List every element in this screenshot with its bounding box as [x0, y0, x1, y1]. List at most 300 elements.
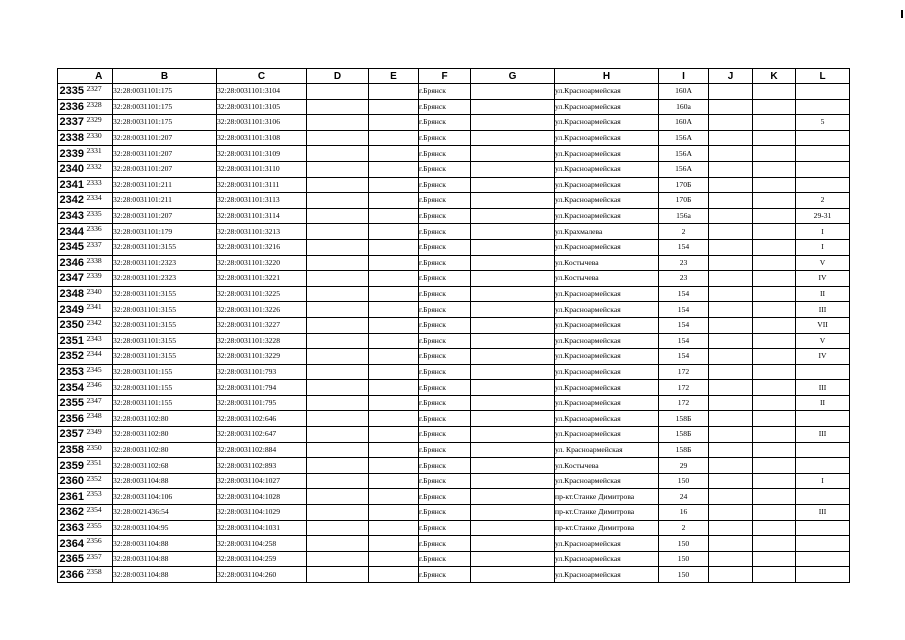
- cell-k: [753, 395, 796, 411]
- cell-c: 32:28:0031101:3221: [217, 271, 307, 287]
- cell-h: ул.Красноармейская: [555, 395, 659, 411]
- cell-l: [796, 99, 850, 115]
- cell-e: [369, 302, 419, 318]
- cell-l: [796, 177, 850, 193]
- table-row: [58, 333, 850, 349]
- row-number: 2343: [59, 210, 84, 223]
- cell-l: [796, 442, 850, 458]
- cell-g: [471, 177, 555, 193]
- cell-a: 2358: [86, 567, 113, 583]
- cell-j: [709, 427, 753, 443]
- cell-c: 32:28:0031101:3216: [217, 239, 307, 255]
- row-number: 2352: [59, 350, 84, 363]
- table-row: [58, 302, 850, 318]
- cell-g: [471, 255, 555, 271]
- table-row: [58, 364, 850, 380]
- cell-i: 150: [659, 473, 709, 489]
- cell-l: [796, 551, 850, 567]
- cell-f: г.Брянск: [419, 302, 471, 318]
- table-row: [58, 239, 850, 255]
- cell-l: [796, 130, 850, 146]
- cell-g: [471, 130, 555, 146]
- cell-i: 16: [659, 505, 709, 521]
- cell-i: 156а: [659, 208, 709, 224]
- cell-j: [709, 551, 753, 567]
- cell-j: [709, 536, 753, 552]
- cell-b: 32:28:0031101:3155: [113, 317, 217, 333]
- cell-b: 32:28:0031101:179: [113, 224, 217, 240]
- cell-e: [369, 130, 419, 146]
- cell-l: III: [796, 380, 850, 396]
- cell-j: [709, 333, 753, 349]
- cell-k: [753, 473, 796, 489]
- cell-i: 172: [659, 395, 709, 411]
- cell-a: 2328: [86, 99, 113, 115]
- cell-l: III: [796, 427, 850, 443]
- cell-f: г.Брянск: [419, 473, 471, 489]
- cell-a: 2342: [86, 317, 113, 333]
- table-row: [58, 271, 850, 287]
- cell-k: [753, 349, 796, 365]
- cell-b: 32:28:0031102:80: [113, 411, 217, 427]
- cell-j: [709, 115, 753, 131]
- cell-d: [307, 302, 369, 318]
- column-header-c: C: [217, 69, 307, 84]
- cell-d: [307, 193, 369, 209]
- cell-j: [709, 442, 753, 458]
- cell-f: г.Брянск: [419, 271, 471, 287]
- cell-f: г.Брянск: [419, 177, 471, 193]
- corner-header: [58, 69, 86, 84]
- cell-c: 32:28:0031104:258: [217, 536, 307, 552]
- cell-f: г.Брянск: [419, 411, 471, 427]
- cell-l: V: [796, 255, 850, 271]
- cell-f: г.Брянск: [419, 161, 471, 177]
- cell-c: 32:28:0031101:3110: [217, 161, 307, 177]
- cell-i: 170Б: [659, 177, 709, 193]
- cell-e: [369, 551, 419, 567]
- cell-k: [753, 130, 796, 146]
- cell-c: 32:28:0031102:893: [217, 458, 307, 474]
- cell-e: [369, 84, 419, 100]
- cell-a: 2340: [86, 286, 113, 302]
- cell-d: [307, 380, 369, 396]
- row-number: 2354: [59, 381, 84, 394]
- cell-f: г.Брянск: [419, 364, 471, 380]
- cell-d: [307, 130, 369, 146]
- row-number: 2361: [59, 490, 84, 503]
- cell-c: 32:28:0031104:260: [217, 567, 307, 583]
- cell-h: ул.Красноармейская: [555, 333, 659, 349]
- cell-c: 32:28:0031101:3226: [217, 302, 307, 318]
- cell-f: г.Брянск: [419, 224, 471, 240]
- row-number: 2356: [59, 412, 84, 425]
- cell-c: 32:28:0031102:646: [217, 411, 307, 427]
- cell-j: [709, 380, 753, 396]
- cell-d: [307, 489, 369, 505]
- cell-d: [307, 395, 369, 411]
- table-row: [58, 255, 850, 271]
- cell-g: [471, 146, 555, 162]
- cell-k: [753, 505, 796, 521]
- cell-i: 154: [659, 349, 709, 365]
- cell-e: [369, 411, 419, 427]
- cell-e: [369, 364, 419, 380]
- row-number: 2339: [59, 147, 84, 160]
- table-row: [58, 380, 850, 396]
- cell-k: [753, 177, 796, 193]
- cell-g: [471, 115, 555, 131]
- cell-f: г.Брянск: [419, 99, 471, 115]
- cell-c: 32:28:0031101:3106: [217, 115, 307, 131]
- cell-j: [709, 161, 753, 177]
- cell-h: ул.Красноармейская: [555, 473, 659, 489]
- cell-k: [753, 442, 796, 458]
- cell-a: 2354: [86, 505, 113, 521]
- row-number: 2359: [59, 459, 84, 472]
- cell-j: [709, 286, 753, 302]
- cell-e: [369, 239, 419, 255]
- cell-f: г.Брянск: [419, 146, 471, 162]
- cell-a: 2329: [86, 115, 113, 131]
- cell-h: ул.Красноармейская: [555, 193, 659, 209]
- cell-h: ул.Красноармейская: [555, 177, 659, 193]
- cell-e: [369, 489, 419, 505]
- cell-l: III: [796, 302, 850, 318]
- column-header-d: D: [307, 69, 369, 84]
- cell-f: г.Брянск: [419, 520, 471, 536]
- table-row: [58, 224, 850, 240]
- column-header-f: F: [419, 69, 471, 84]
- cell-i: 23: [659, 255, 709, 271]
- cell-e: [369, 427, 419, 443]
- row-number: 2351: [59, 334, 84, 347]
- cell-c: 32:28:0031104:259: [217, 551, 307, 567]
- table-row: [58, 115, 850, 131]
- cell-d: [307, 427, 369, 443]
- cell-a: 2341: [86, 302, 113, 318]
- cell-b: 32:28:0031104:88: [113, 551, 217, 567]
- cell-h: ул.Красноармейская: [555, 536, 659, 552]
- cell-f: г.Брянск: [419, 286, 471, 302]
- cell-b: 32:28:0031104:88: [113, 567, 217, 583]
- spreadsheet-table: [57, 68, 850, 583]
- cell-e: [369, 146, 419, 162]
- cell-f: г.Брянск: [419, 115, 471, 131]
- cell-d: [307, 458, 369, 474]
- cell-i: 154: [659, 317, 709, 333]
- cell-k: [753, 317, 796, 333]
- row-number: 2357: [59, 428, 84, 441]
- cell-j: [709, 208, 753, 224]
- cell-k: [753, 208, 796, 224]
- cell-c: 32:28:0031101:3104: [217, 84, 307, 100]
- cell-b: 32:28:0031101:207: [113, 161, 217, 177]
- page-edge-mark: [901, 10, 903, 18]
- table-row: [58, 349, 850, 365]
- row-number: 2345: [59, 241, 84, 254]
- cell-c: 32:28:0031104:1031: [217, 520, 307, 536]
- cell-b: 32:28:0031101:155: [113, 364, 217, 380]
- cell-c: 32:28:0031101:795: [217, 395, 307, 411]
- cell-f: г.Брянск: [419, 427, 471, 443]
- cell-a: 2345: [86, 364, 113, 380]
- row-number: 2353: [59, 365, 84, 378]
- cell-a: 2343: [86, 333, 113, 349]
- cell-j: [709, 224, 753, 240]
- cell-g: [471, 349, 555, 365]
- column-header-row: [58, 69, 850, 84]
- cell-l: [796, 146, 850, 162]
- cell-h: ул.Красноармейская: [555, 208, 659, 224]
- cell-f: г.Брянск: [419, 489, 471, 505]
- row-number: 2350: [59, 319, 84, 332]
- cell-d: [307, 520, 369, 536]
- cell-h: ул.Красноармейская: [555, 84, 659, 100]
- cell-c: 32:28:0031101:3227: [217, 317, 307, 333]
- cell-j: [709, 489, 753, 505]
- cell-f: г.Брянск: [419, 395, 471, 411]
- cell-g: [471, 317, 555, 333]
- cell-h: ул.Красноармейская: [555, 146, 659, 162]
- cell-e: [369, 115, 419, 131]
- table-row: [58, 520, 850, 536]
- cell-l: I: [796, 224, 850, 240]
- cell-h: ул.Костычева: [555, 271, 659, 287]
- cell-j: [709, 130, 753, 146]
- cell-g: [471, 239, 555, 255]
- cell-j: [709, 520, 753, 536]
- cell-f: г.Брянск: [419, 193, 471, 209]
- cell-g: [471, 489, 555, 505]
- table-row: [58, 84, 850, 100]
- cell-i: 172: [659, 364, 709, 380]
- cell-h: ул.Красноармейская: [555, 115, 659, 131]
- cell-a: 2337: [86, 239, 113, 255]
- cell-a: 2331: [86, 146, 113, 162]
- cell-j: [709, 364, 753, 380]
- cell-f: г.Брянск: [419, 551, 471, 567]
- table-row: [58, 536, 850, 552]
- cell-h: ул.Красноармейская: [555, 99, 659, 115]
- cell-j: [709, 317, 753, 333]
- cell-f: г.Брянск: [419, 317, 471, 333]
- cell-b: 32:28:0031104:95: [113, 520, 217, 536]
- table-row: [58, 505, 850, 521]
- cell-d: [307, 177, 369, 193]
- cell-e: [369, 317, 419, 333]
- cell-h: ул.Красноармейская: [555, 551, 659, 567]
- row-number: 2336: [59, 100, 84, 113]
- cell-f: г.Брянск: [419, 208, 471, 224]
- cell-h: ул.Красноармейская: [555, 161, 659, 177]
- cell-i: 158Б: [659, 411, 709, 427]
- cell-j: [709, 567, 753, 583]
- cell-k: [753, 286, 796, 302]
- cell-j: [709, 193, 753, 209]
- cell-e: [369, 177, 419, 193]
- cell-f: г.Брянск: [419, 567, 471, 583]
- cell-c: 32:28:0031101:3228: [217, 333, 307, 349]
- row-number: 2346: [59, 256, 84, 269]
- cell-a: 2349: [86, 427, 113, 443]
- row-number: 2349: [59, 303, 84, 316]
- table-row: [58, 427, 850, 443]
- cell-l: I: [796, 473, 850, 489]
- row-number: 2360: [59, 475, 84, 488]
- cell-b: 32:28:0031102:68: [113, 458, 217, 474]
- cell-g: [471, 333, 555, 349]
- cell-j: [709, 239, 753, 255]
- cell-e: [369, 536, 419, 552]
- cell-g: [471, 567, 555, 583]
- cell-h: ул.Красноармейская: [555, 130, 659, 146]
- cell-j: [709, 458, 753, 474]
- cell-l: [796, 489, 850, 505]
- cell-c: 32:28:0031101:794: [217, 380, 307, 396]
- cell-f: г.Брянск: [419, 349, 471, 365]
- cell-g: [471, 161, 555, 177]
- row-number: 2342: [59, 194, 84, 207]
- cell-a: 2332: [86, 161, 113, 177]
- cell-l: [796, 567, 850, 583]
- cell-e: [369, 161, 419, 177]
- row-number: 2365: [59, 553, 84, 566]
- cell-d: [307, 146, 369, 162]
- cell-g: [471, 271, 555, 287]
- cell-k: [753, 115, 796, 131]
- cell-a: 2353: [86, 489, 113, 505]
- table-row: [58, 442, 850, 458]
- cell-a: 2344: [86, 349, 113, 365]
- table-row: [58, 99, 850, 115]
- cell-j: [709, 505, 753, 521]
- cell-b: 32:28:0031101:211: [113, 193, 217, 209]
- cell-a: 2347: [86, 395, 113, 411]
- cell-l: [796, 536, 850, 552]
- cell-b: 32:28:0031101:3155: [113, 333, 217, 349]
- table-row: [58, 567, 850, 583]
- cell-f: г.Брянск: [419, 536, 471, 552]
- row-number: 2358: [59, 443, 84, 456]
- cell-k: [753, 489, 796, 505]
- cell-b: 32:28:0031101:207: [113, 130, 217, 146]
- cell-j: [709, 473, 753, 489]
- cell-c: 32:28:0031104:1028: [217, 489, 307, 505]
- cell-e: [369, 567, 419, 583]
- cell-h: ул.Костычева: [555, 255, 659, 271]
- cell-i: 160а: [659, 99, 709, 115]
- cell-d: [307, 473, 369, 489]
- cell-j: [709, 146, 753, 162]
- cell-j: [709, 177, 753, 193]
- cell-h: ул.Крахмалева: [555, 224, 659, 240]
- cell-a: 2348: [86, 411, 113, 427]
- table-row: [58, 458, 850, 474]
- cell-e: [369, 333, 419, 349]
- cell-d: [307, 84, 369, 100]
- cell-h: ул.Красноармейская: [555, 364, 659, 380]
- cell-d: [307, 224, 369, 240]
- cell-d: [307, 286, 369, 302]
- cell-g: [471, 551, 555, 567]
- cell-g: [471, 427, 555, 443]
- cell-d: [307, 161, 369, 177]
- cell-c: 32:28:0031101:3108: [217, 130, 307, 146]
- cell-e: [369, 442, 419, 458]
- cell-l: II: [796, 286, 850, 302]
- cell-l: 2: [796, 193, 850, 209]
- cell-l: II: [796, 395, 850, 411]
- cell-h: ул.Красноармейская: [555, 349, 659, 365]
- cell-g: [471, 520, 555, 536]
- cell-k: [753, 146, 796, 162]
- cell-h: ул.Красноармейская: [555, 567, 659, 583]
- table-row: [58, 146, 850, 162]
- cell-h: ул.Красноармейская: [555, 411, 659, 427]
- cell-k: [753, 520, 796, 536]
- cell-d: [307, 411, 369, 427]
- cell-b: 32:28:0031101:155: [113, 395, 217, 411]
- cell-d: [307, 505, 369, 521]
- cell-c: 32:28:0031101:3109: [217, 146, 307, 162]
- cell-a: 2334: [86, 193, 113, 209]
- cell-k: [753, 411, 796, 427]
- cell-j: [709, 255, 753, 271]
- row-number: 2355: [59, 397, 84, 410]
- cell-a: 2330: [86, 130, 113, 146]
- cell-k: [753, 427, 796, 443]
- row-number: 2364: [59, 537, 84, 550]
- cell-k: [753, 193, 796, 209]
- cell-j: [709, 271, 753, 287]
- cell-g: [471, 208, 555, 224]
- column-header-g: G: [471, 69, 555, 84]
- table-row: [58, 395, 850, 411]
- row-number: 2338: [59, 132, 84, 145]
- cell-l: III: [796, 505, 850, 521]
- cell-a: 2355: [86, 520, 113, 536]
- cell-d: [307, 536, 369, 552]
- column-header-a: A: [86, 69, 113, 84]
- cell-h: пр-кт.Станке Димитрова: [555, 520, 659, 536]
- cell-i: 154: [659, 239, 709, 255]
- cell-a: 2351: [86, 458, 113, 474]
- cell-i: 150: [659, 551, 709, 567]
- cell-d: [307, 271, 369, 287]
- cell-a: 2338: [86, 255, 113, 271]
- cell-e: [369, 349, 419, 365]
- cell-b: 32:28:0031101:155: [113, 380, 217, 396]
- cell-a: 2339: [86, 271, 113, 287]
- cell-i: 160А: [659, 115, 709, 131]
- cell-l: VII: [796, 317, 850, 333]
- cell-d: [307, 364, 369, 380]
- table-row: [58, 473, 850, 489]
- cell-d: [307, 99, 369, 115]
- cell-b: 32:28:0031101:207: [113, 208, 217, 224]
- cell-g: [471, 458, 555, 474]
- cell-g: [471, 84, 555, 100]
- cell-i: 170Б: [659, 193, 709, 209]
- cell-d: [307, 551, 369, 567]
- cell-c: 32:28:0031101:3225: [217, 286, 307, 302]
- cell-b: 32:28:0021436:54: [113, 505, 217, 521]
- cell-a: 2333: [86, 177, 113, 193]
- cell-l: 5: [796, 115, 850, 131]
- cell-e: [369, 380, 419, 396]
- cell-d: [307, 317, 369, 333]
